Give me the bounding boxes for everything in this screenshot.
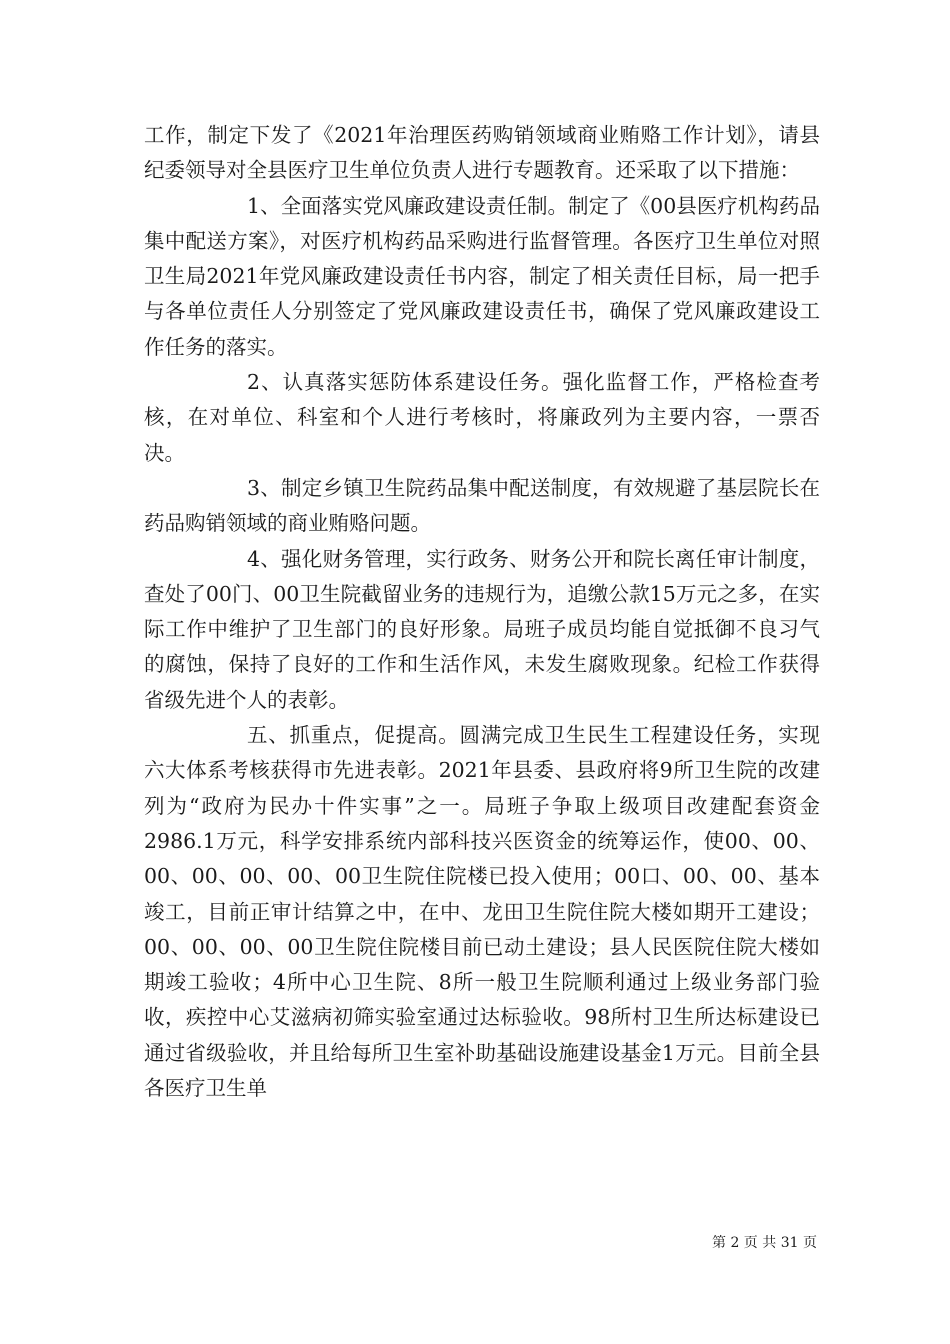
paragraph-intro: 工作，制定下发了《2021年治理医药购销领域商业贿赂工作计划》，请县纪委领导对全县医疗卫生单位负责人进行专题教育。还采取了以下措施：	[144, 123, 820, 183]
page-number: 第 2 页 共 31 页	[712, 1235, 817, 1251]
paragraph-measure-2: 2、认真落实惩防体系建设任务。强化监督工作，严格检查考核，在对单位、科室和个人进行考核时，将廉政列为主要内容，一票否决。	[144, 370, 820, 465]
paragraph-measure-3: 3、制定乡镇卫生院药品集中配送制度，有效规避了基层院长在药品购销领域的商业贿赂问题。	[144, 475, 820, 536]
paragraph-measure-1: 1、全面落实党风廉政建设责任制。制定了《00县医疗机构药品集中配送方案》，对医疗机构药品采购进行监督管理。各医疗卫生单位对照卫生局2021年党风廉政建设责任书内容，制定了相关责任目标，局一把手与各单位责任人分别签定了党风廉政建设责任书，确保了党风廉政建设工作任务的落实。	[144, 193, 820, 359]
paragraph-section-5: 五、抓重点，促提高。圆满完成卫生民生工程建设任务，实现六大体系考核获得市先进表彰。2021年县委、县政府将9所卫生院的改建列为“政府为民办十件实事”之一。局班子争取上级项目改建配套资金2986.1万元，科学安排系统内部科技兴医资金的统筹运作，使00、00、00、00、00、00、00卫生院住院楼已投入使用；00口、00、00、基本竣工，目前正审计结算之中，在中、龙田卫生院住院大楼如期开工建设；00、00、00、00卫生院住院楼目前已动土建设；县人民医院住院大楼如期竣工验收；4所中心卫生院、8所一般卫生院顺利通过上级业务部门验收，疾控中心艾滋病初筛实验室通过达标验收。98所村卫生所达标建设已通过省级验收，并且给每所卫生室补助基础设施建设基金1万元。目前全县各医疗卫生单	[144, 723, 820, 1101]
paragraph-measure-4: 4、强化财务管理，实行政务、财务公开和院长离任审计制度，查处了00门、00卫生院截留业务的违规行为，追缴公款15万元之多，在实际工作中维护了卫生部门的良好形象。局班子成员均能自觉抵御不良习气的腐蚀，保持了良好的工作和生活作风，未发生腐败现象。纪检工作获得省级先进个人的表彰。	[144, 546, 820, 712]
document-body	[144, 118, 820, 1106]
